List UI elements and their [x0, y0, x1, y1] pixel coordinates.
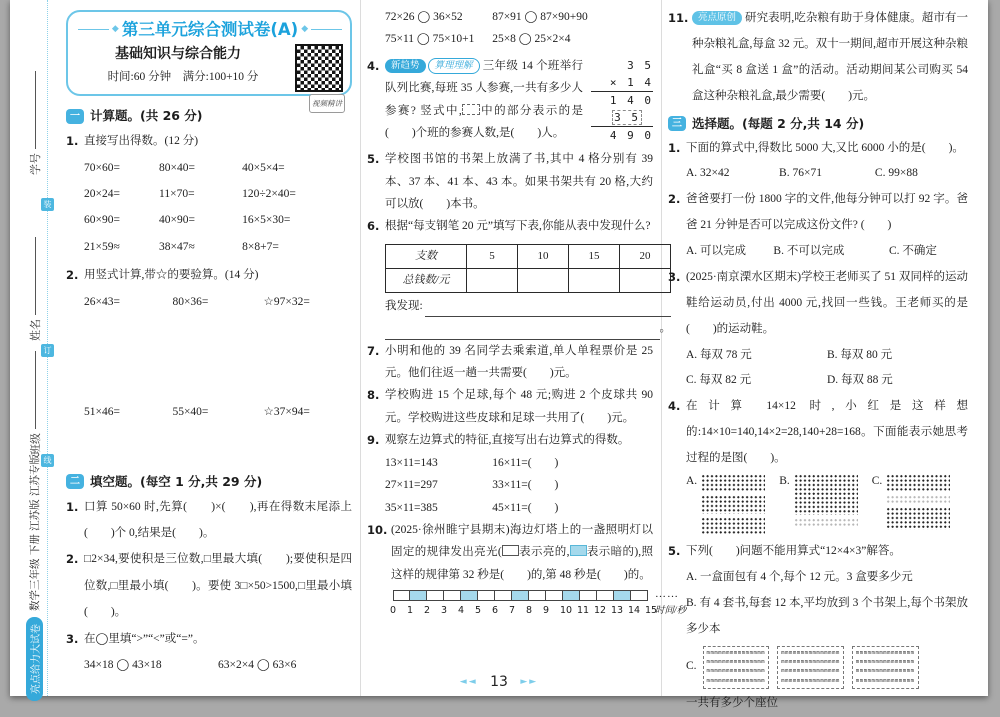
- equation-row: [84, 289, 352, 315]
- brand-pill: 亮点给力大试卷: [26, 617, 43, 701]
- question-text: 在◯里填“>”“<”或“=”。: [84, 632, 205, 645]
- question-text: 中的部分表示的是( )个班的参赛人数,是( )人。: [385, 104, 584, 140]
- student-field-label: 姓名: [30, 319, 42, 341]
- dot-grid-option: [686, 474, 765, 535]
- question-text: 直接写出得数。(12 分): [84, 135, 199, 148]
- question-text: 在计算 14×12 时,小红是这样想的:14×10=140,14×2=28,140+28=168。下面能表示她思考过程的是图( )。: [686, 400, 968, 464]
- discover-line-2: [385, 317, 671, 339]
- discover-line: [385, 295, 671, 317]
- choice-options: [686, 161, 968, 187]
- question-text: □2×34,要使积是三位数,□里最大填( );要使积是四位数,□里最小填( )。要使 3□×50>1500,□里最小填( )。: [84, 553, 352, 619]
- question-text: 学校购进 15 个足球,每个 48 元;购进 2 个皮球共 90 元。学校购进这些皮球和足球一共用了( )元。: [385, 389, 653, 424]
- question-2-8: [367, 384, 653, 429]
- timeline-cell: [529, 590, 546, 601]
- table-cell: [518, 268, 569, 292]
- timeline-cell: [563, 590, 580, 601]
- question-3-5: [668, 539, 968, 717]
- question-text: 三年级 14 个班举行队列比赛,每班 35 人参赛,一共有多少人参赛? 竖式中,: [385, 59, 584, 117]
- write-line: [425, 302, 671, 317]
- question-text: 用竖式计算,带☆的要验算。(14 分): [84, 269, 259, 282]
- question-text: 口算 50×60 时,先算( )×( ),再在得数末尾添上( )个 0,结果是( )。: [84, 500, 352, 540]
- write-line: [385, 325, 660, 340]
- section-title: 填空题。(每空 1 分,共 29 分): [90, 473, 263, 489]
- equation-row: [84, 207, 352, 233]
- equation: 51×46=: [84, 406, 120, 419]
- timeline-tick: 11: [577, 605, 590, 617]
- question-text: 小明和他的 39 名同学去乘索道,单人单程票价是 25 元。他们往返一趟一共需要( )元。: [385, 344, 653, 380]
- timeline-cell: [512, 590, 529, 601]
- timeline-ellipsis: ……: [655, 588, 679, 601]
- question-1-1: [66, 128, 352, 260]
- seat-row: mmmmmmmmmmmmmmm: [706, 658, 766, 665]
- option-label: A.: [686, 474, 698, 487]
- dot-grid-option: [779, 474, 858, 535]
- equation: 21×59≈: [84, 240, 120, 253]
- choice-options: [686, 239, 968, 265]
- table-cell: 10: [518, 244, 569, 268]
- original-badge: 亮点原创: [692, 11, 742, 25]
- question-2-1: [66, 494, 352, 547]
- timeline-tick: 0: [390, 605, 397, 617]
- dot-band: [886, 495, 950, 504]
- choice-options: [686, 343, 968, 395]
- equation-row: [385, 28, 653, 50]
- light-box-icon: [502, 545, 519, 556]
- dot-band: [794, 518, 858, 527]
- page-prev-icon: ◄◄: [459, 677, 478, 687]
- equation: 34×18 ◯ 43×18: [84, 659, 162, 672]
- dot-grid-option: [872, 474, 951, 535]
- paper-meta: 时间:60 分钟 满分:100+10 分: [107, 70, 259, 83]
- mult-line: 3 5: [627, 58, 653, 72]
- option-a: A. 一盒面包有 4 个,每个 12 元。3 盒要多少元: [686, 570, 913, 583]
- binding-mark-icon: 订: [41, 344, 54, 357]
- timeline-tick: 9: [543, 605, 550, 617]
- question-number: 6.: [367, 219, 380, 234]
- timeline-cell: [597, 590, 614, 601]
- equation-row: [84, 155, 352, 181]
- equation: 45×11=( ): [492, 501, 559, 514]
- reasoning-badge: 算理理解: [428, 58, 480, 74]
- equation: 40×5×4=: [242, 161, 285, 174]
- question-text: 观察左边算式的特征,直接写出右边算式的得数。: [385, 434, 630, 447]
- choice-option: C. 99×88: [874, 167, 918, 180]
- seat-row: mmmmmmmmmmmmmmm: [855, 677, 915, 684]
- timeline-tick: 7: [509, 605, 516, 617]
- equation-row: [84, 399, 352, 425]
- equation-row: [385, 6, 653, 28]
- equation: 55×40=: [172, 406, 209, 419]
- dark-box-icon: [570, 545, 587, 556]
- question-text: 爸爸要打一份 1800 字的文件,他每分钟可以打 92 字。爸爸 21 分钟是否可以完成这份文件? ( ): [686, 193, 968, 232]
- edition-label: 数学三年级 下册 江苏版 江苏专版: [28, 453, 41, 611]
- choice-option: B. 76×71: [779, 167, 822, 180]
- equation-row: [385, 452, 653, 474]
- timeline-tick: 13: [611, 605, 624, 617]
- timeline-tick: 3: [441, 605, 448, 617]
- question-number: 5.: [668, 544, 681, 559]
- timeline-tick: 2: [424, 605, 431, 617]
- question-2-9: [367, 429, 653, 519]
- paper-content: [60, 0, 976, 709]
- timeline-tick: 15: [645, 605, 658, 617]
- equation: 120÷2×40=: [242, 187, 296, 200]
- write-line: [34, 71, 36, 149]
- student-field-label: 学号: [30, 153, 42, 175]
- question-text: (2025·南京溧水区期末)学校王老师买了 51 双同样的运动鞋给运动员,付出 4000 元,找回一些钱。王老师买的是( )的运动鞋。: [686, 270, 968, 335]
- equation: 72×26 ◯ 36×52: [385, 11, 463, 23]
- timeline-cell: [427, 590, 444, 601]
- seat-row: mmmmmmmmmmmmmmm: [781, 658, 840, 665]
- paper-subtitle: 基础知识与综合能力: [115, 46, 241, 63]
- binding-mark-icon: 线: [41, 454, 54, 467]
- equation: 33×11=( ): [492, 479, 559, 492]
- choice-option: A. 32×42: [686, 167, 730, 180]
- dot-band: [886, 474, 950, 492]
- discover-label: 我发现:: [385, 299, 423, 312]
- equation: 25×8 ◯ 25×2×4: [492, 33, 571, 46]
- question-3-3: [668, 265, 968, 394]
- question-text: 下列( )问题不能用算式“12×4×3”解答。: [686, 545, 901, 558]
- equation: 11×70=: [159, 187, 195, 200]
- section-badge: 一: [66, 109, 84, 124]
- question-2-10: [367, 519, 687, 624]
- data-table: [385, 244, 671, 293]
- question-number: 11.: [668, 11, 689, 25]
- timeline-tick: 5: [475, 605, 482, 617]
- question-3-2: [668, 187, 968, 265]
- column-1: [60, 0, 360, 696]
- equation-row: [385, 497, 653, 519]
- equation: 20×24=: [84, 187, 120, 200]
- question-number: 4.: [668, 399, 681, 414]
- dot-band: [701, 517, 765, 535]
- dot-grid: [701, 474, 765, 535]
- timeline-cell: [614, 590, 631, 601]
- timeline-cell: [580, 590, 597, 601]
- dot-band: [701, 495, 765, 513]
- seat-row: mmmmmmmmmmmmmmm: [781, 668, 840, 675]
- equation: ☆37×94=: [263, 406, 310, 419]
- page-number: 13: [490, 674, 508, 690]
- question-text: 表示暗的),照这样的规律第 32 秒是( )的,第 48 秒是( )的。: [391, 546, 653, 581]
- question-number: 1.: [668, 140, 681, 155]
- equation: 26×43=: [84, 295, 120, 308]
- paper-header: [66, 10, 352, 108]
- question-number: 10.: [367, 522, 388, 537]
- mult-line: 1 4 0: [591, 91, 653, 109]
- ornament-line: [311, 29, 342, 30]
- dot-grid-options: [686, 474, 968, 535]
- option-b: B. 有 4 套书,每套 12 本,平均放到 3 个书架上,每个书架放多少本: [686, 596, 968, 635]
- option-c-caption: 一共有多少个座位: [686, 696, 778, 709]
- equation: 60×90=: [84, 214, 120, 227]
- seat-row: mmmmmmmmmmmmmmm: [855, 649, 915, 656]
- question-number: 8.: [367, 388, 380, 403]
- question-text: 学校图书馆的书架上放满了书,其中 4 格分别有 39 本、37 本、41 本、43 本。如果书架共有 20 格,大约可以放( )本书。: [385, 153, 653, 210]
- question-2-4: [367, 55, 653, 148]
- timeline-cell: [461, 590, 478, 601]
- option-c-label: C.: [686, 659, 697, 672]
- timeline-tick: 8: [526, 605, 533, 617]
- section-choice: [668, 114, 968, 134]
- question-3-1: [668, 136, 968, 188]
- section-title: 选择题。(每题 2 分,共 14 分): [692, 115, 865, 131]
- column-calc-grid: [84, 289, 352, 426]
- question-number: 2.: [668, 192, 681, 207]
- ornament-icon: ◆: [111, 24, 119, 35]
- compare-grid-continued: [367, 6, 653, 51]
- question-number: 3.: [66, 631, 79, 646]
- table-cell: [569, 268, 620, 292]
- qr-caption: 视频精讲: [309, 94, 345, 113]
- test-paper-page: [10, 0, 988, 709]
- timeline-cell: [478, 590, 495, 601]
- student-field-number: [25, 29, 45, 175]
- question-text: 下面的算式中,得数比 5000 大,又比 6000 小的是( )。: [686, 141, 964, 154]
- equation-row: [84, 234, 352, 260]
- equation: 13×11=143: [385, 456, 438, 469]
- equation: 35×11=385: [385, 501, 438, 514]
- mult-line: × 1 4: [609, 75, 653, 89]
- seat-row: mmmmmmmmmmmmmmm: [706, 677, 766, 684]
- question-number: 1.: [66, 499, 79, 514]
- question-2-7: [367, 340, 653, 385]
- dashed-box-icon: [462, 104, 480, 115]
- paper-title-row: [78, 18, 342, 41]
- equation: 16×11=( ): [492, 456, 559, 469]
- brand-vertical: [25, 389, 43, 701]
- table-cell: 20: [620, 244, 671, 268]
- equation: 8×8+7=: [242, 240, 279, 253]
- option-label: C.: [871, 474, 883, 487]
- question-text: (2025·徐州睢宁县期末)海边灯塔上的一盏照明灯以固定的规律发出亮光(: [391, 523, 653, 559]
- table-cell: 5: [467, 244, 518, 268]
- timeline-cell: [495, 590, 512, 601]
- equation: 38×47≈: [159, 240, 195, 253]
- page-footer: [10, 674, 988, 690]
- equation: 80×36=: [172, 295, 209, 308]
- equation: 87×91 ◯ 87×90+90: [492, 11, 588, 23]
- timeline-cell: [546, 590, 563, 601]
- vertical-multiplication: [591, 57, 653, 144]
- dot-band: [886, 507, 950, 530]
- question-2-3: [66, 626, 352, 679]
- equation: 75×11 ◯ 75×10+1: [385, 33, 475, 46]
- question-2-2: [66, 546, 352, 625]
- equation: 16×5×30=: [242, 214, 291, 227]
- light-pattern-timeline: [390, 588, 687, 624]
- seat-row: mmmmmmmmmmmmmmm: [781, 677, 840, 684]
- dot-band: [794, 474, 858, 515]
- seat-row: mmmmmmmmmmmmmmm: [855, 668, 915, 675]
- timeline-cell: [444, 590, 461, 601]
- timeline-cells: [393, 590, 653, 601]
- table-cell: [467, 268, 518, 292]
- student-field-label: 班级: [30, 433, 42, 455]
- oral-calc-grid: [84, 155, 352, 261]
- question-2-6: [367, 215, 671, 339]
- question-text: 研究表明,吃杂粮有助于身体健康。超市有一种杂粮礼盒,每盒 32 元。双十一期间,超市开展这种杂粮礼盒“买 8 盒送 1 盒”的活动。活动期间某公司购买 54 盒这种杂粮礼盒,最少需要( )元。: [692, 12, 969, 102]
- timeline-unit: 时间/秒: [655, 606, 687, 617]
- question-number: 5.: [367, 152, 380, 167]
- question-number: 1.: [66, 134, 79, 149]
- question-number: 7.: [367, 343, 380, 358]
- trend-badge: 新趋势: [385, 59, 426, 73]
- question-2-11: [668, 6, 968, 110]
- question-text: 表示亮的,: [518, 546, 570, 559]
- column-2: [360, 0, 687, 696]
- timeline-tick: 4: [458, 605, 465, 617]
- table-row: [386, 268, 671, 292]
- binding-mark-icon: 装: [41, 198, 54, 211]
- section-title: 计算题。(共 26 分): [90, 108, 203, 124]
- section-fill-blank: [66, 472, 352, 492]
- paper-title: 第三单元综合测试卷(A): [121, 20, 299, 39]
- timeline-tick: 10: [560, 605, 573, 617]
- timeline-cell: [393, 590, 410, 601]
- choice-option: C. 每双 82 元: [686, 374, 752, 387]
- timeline-cell: [631, 590, 648, 601]
- binding-rail: [10, 0, 60, 696]
- question-3-4: [668, 394, 968, 539]
- dot-grid: [886, 474, 950, 531]
- section-badge: 三: [668, 116, 686, 131]
- choice-option: B. 不可以完成: [773, 245, 845, 257]
- page-next-icon: ►►: [520, 677, 539, 687]
- seat-row: mmmmmmmmmmmmmmm: [706, 649, 766, 656]
- seat-row: mmmmmmmmmmmmmmm: [706, 668, 766, 675]
- question-number: 2.: [66, 268, 79, 283]
- option-label: B.: [779, 474, 790, 487]
- table-cell: 15: [569, 244, 620, 268]
- question-number: 3.: [668, 269, 681, 284]
- equation-row: [385, 474, 653, 496]
- equation: ☆97×32=: [263, 295, 310, 308]
- question-number: 2.: [66, 552, 79, 567]
- ornament-line: [78, 29, 109, 30]
- timeline-tick: 6: [492, 605, 499, 617]
- equation: 63×2×4 ◯ 63×6: [218, 659, 297, 672]
- timeline-cell: [410, 590, 427, 601]
- equation-row: [84, 181, 352, 207]
- table-cell: 支数: [386, 244, 467, 268]
- timeline-tick: 12: [594, 605, 607, 617]
- choice-option: D. 每双 88 元: [827, 374, 893, 387]
- question-1-2: [66, 262, 352, 425]
- mult-line-boxed: [591, 109, 653, 126]
- question-2-5: [367, 148, 653, 215]
- dashed-partial-product: 3 5: [614, 110, 640, 124]
- choice-option: A. 每双 78 元: [686, 348, 752, 361]
- write-line: [34, 237, 36, 315]
- dot-grid: [794, 474, 858, 528]
- equation: 80×40=: [159, 161, 196, 174]
- timeline-tick: 14: [628, 605, 641, 617]
- table-row: [386, 244, 671, 268]
- section-badge: 二: [66, 474, 84, 489]
- choice-option: A. 可以完成: [686, 245, 747, 257]
- qr-code-icon: [295, 44, 343, 92]
- question-text: 根据“每支钢笔 20 元”填写下表,你能从表中发现什么?: [385, 220, 651, 233]
- ornament-icon: ◆: [301, 24, 309, 35]
- seat-row: mmmmmmmmmmmmmmm: [781, 649, 840, 656]
- pen-price-table: [385, 244, 671, 293]
- mult-line: 4 9 0: [591, 126, 653, 144]
- sentence-period: 。: [659, 322, 671, 335]
- timeline-tick: 1: [407, 605, 414, 617]
- dot-band: [701, 474, 765, 492]
- question-number: 9.: [367, 433, 380, 448]
- equation: 40×90=: [159, 214, 196, 227]
- choice-option: B. 每双 80 元: [827, 348, 893, 361]
- equation: 70×60=: [84, 161, 120, 174]
- choice-option: C. 不确定: [889, 245, 937, 257]
- pattern-grid: [385, 452, 653, 519]
- question-number: 4.: [367, 58, 380, 73]
- equation: 27×11=297: [385, 479, 438, 492]
- seat-row: mmmmmmmmmmmmmmm: [855, 658, 915, 665]
- table-cell: 总钱数/元: [386, 268, 467, 292]
- column-3: [659, 0, 976, 709]
